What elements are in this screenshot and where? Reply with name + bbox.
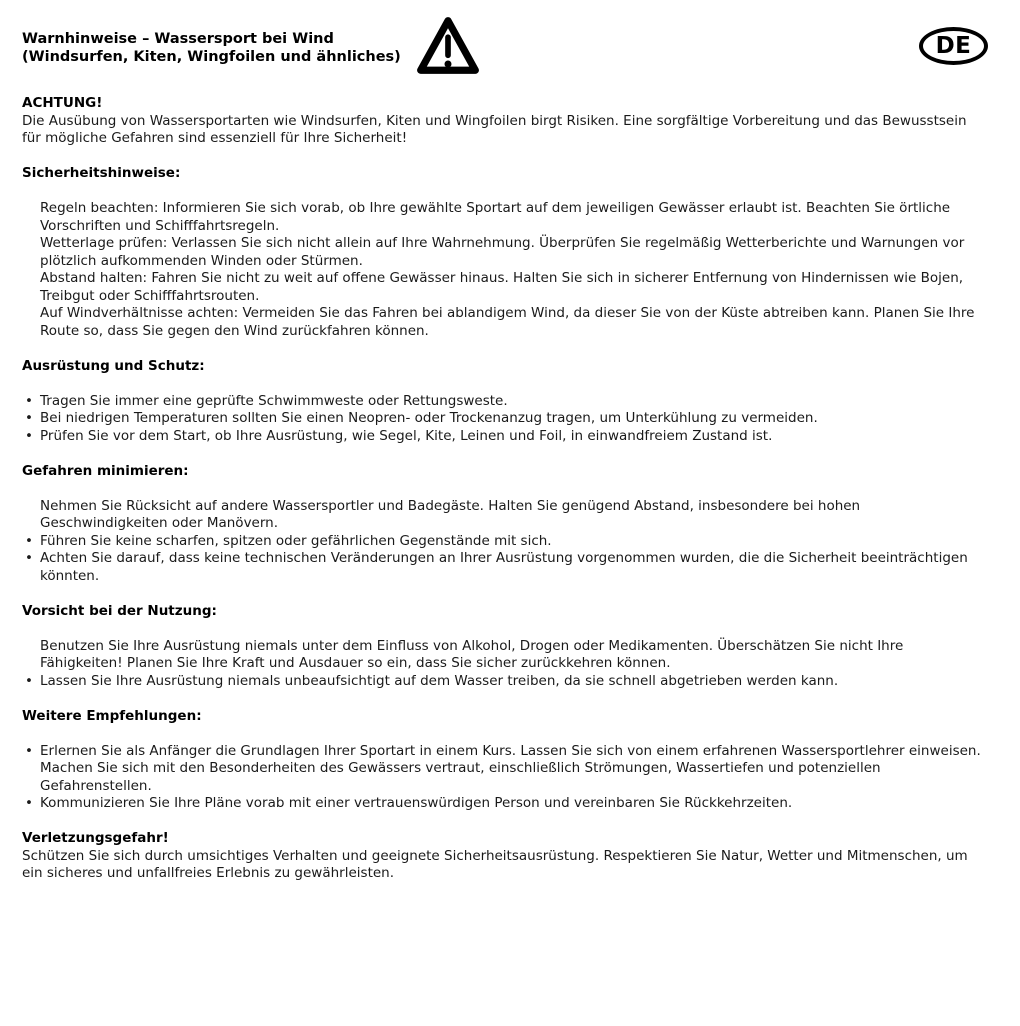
list-item-text: Lassen Sie Ihre Ausrüstung niemals unbeaufsichtigt auf dem Wasser treiben, da sie schnell abgetrieben werden kann. — [40, 672, 839, 689]
paragraph: Nehmen Sie Rücksicht auf andere Wassersportler und Badegäste. Halten Sie genügend Abstand, insbesondere bei hohen Geschwindigkeiten oder Manövern. — [40, 497, 861, 531]
bullet-icon: • — [25, 795, 33, 811]
paragraph: Regeln beachten: Informieren Sie sich vorab, ob Ihre gewählte Sportart auf dem jeweiligen Gewässer erlaubt ist. Beachten Sie örtliche Vorschriften und Schifffahrtsregeln. — [40, 200, 951, 234]
page-title-line2: (Windsurfen, Kiten, Wingfoilen und ähnliches) — [22, 49, 401, 65]
bullet-icon: • — [25, 392, 33, 409]
list-item — [22, 428, 988, 446]
page-title — [22, 30, 401, 66]
list-item-text: Führen Sie keine scharfen, spitzen oder gefährlichen Gegenstände mit sich. — [40, 532, 552, 549]
section-gefahren-minimieren — [22, 463, 988, 586]
page-title-line1: Warnhinweise – Wassersport bei Wind — [22, 31, 334, 47]
bullet-icon: • — [25, 410, 33, 426]
section-verletzungsgefahr — [22, 830, 988, 883]
section-heading: Verletzungsgefahr! — [22, 830, 169, 846]
bullet-icon: • — [25, 532, 33, 549]
list-item-text: Achten Sie darauf, dass keine technischen Veränderungen an Ihrer Ausrüstung vorgenommen wurden, die die Sicherheit beeinträchtigen könnten. — [40, 550, 968, 584]
paragraph: Machen Sie sich mit den Besonderheiten des Gewässers vertraut, einschließlich Strömungen, Wassertiefen und potenziellen Gefahrenstellen. — [40, 760, 881, 794]
list-item — [22, 393, 988, 411]
list-item — [22, 533, 988, 551]
list-item-text: Prüfen Sie vor dem Start, ob Ihre Ausrüstung, wie Segel, Kite, Leinen und Foil, in einwandfreiem Zustand ist. — [40, 427, 773, 444]
section-ausruestung-und-schutz — [22, 358, 988, 446]
list-item — [22, 673, 988, 691]
paragraph: Benutzen Sie Ihre Ausrüstung niemals unter dem Einfluss von Alkohol, Drogen oder Medikamenten. Überschätzen Sie nicht Ihre Fähigkeiten! Planen Sie Ihre Kraft und Ausdauer so ein, dass Sie sicher zurückkehren können. — [40, 637, 904, 671]
bullet-icon: • — [25, 427, 33, 444]
bullet-icon: • — [25, 672, 33, 689]
paragraph: Die Ausübung von Wassersportarten wie Windsurfen, Kiten und Wingfoilen birgt Risiken. Eine sorgfältige Vorbereitung und das Bewusstsein für mögliche Gefahren sind essenziell für Ihre Sicherheit! — [22, 112, 967, 146]
paragraph: Schützen Sie sich durch umsichtiges Verhalten und geeignete Sicherheitsausrüstung. Respektieren Sie Natur, Wetter und Mitmenschen, um ein sicheres und unfallfreies Erlebnis zu gewährleisten. — [22, 847, 968, 881]
section-heading: Weitere Empfehlungen: — [22, 707, 202, 724]
paragraph: Auf Windverhältnisse achten: Vermeiden Sie das Fahren bei ablandigem Wind, da dieser Sie von der Küste abtreiben kann. Planen Sie Ihre Route so, dass Sie gegen den Wind zurückfahren können. — [40, 305, 975, 339]
section-heading: ACHTUNG! — [22, 95, 103, 111]
section-heading: Sicherheitshinweise: — [22, 165, 181, 181]
language-badge: DE — [919, 27, 988, 65]
list-item — [22, 795, 988, 813]
section-achtung — [22, 95, 988, 148]
section-vorsicht-bei-der-nutzung — [22, 603, 988, 691]
section-heading: Vorsicht bei der Nutzung: — [22, 602, 217, 619]
paragraph: Abstand halten: Fahren Sie nicht zu weit auf offene Gewässer hinaus. Halten Sie sich in sicherer Entfernung von Hindernissen wie Bojen, Treibgut oder Schifffahrtsrouten. — [40, 270, 964, 304]
list-item — [22, 743, 988, 761]
paragraph: Wetterlage prüfen: Verlassen Sie sich nicht allein auf Ihre Wahrnehmung. Überprüfen Sie regelmäßig Wetterberichte und Warnungen vor plötzlich aufkommenden Winden oder Stürmen. — [40, 235, 965, 269]
document-header — [22, 14, 988, 82]
list-item — [22, 550, 988, 585]
section-heading: Gefahren minimieren: — [22, 462, 189, 479]
list-item — [22, 410, 988, 428]
document-content — [22, 95, 988, 883]
warning-triangle-icon — [415, 14, 481, 80]
list-item-text: Bei niedrigen Temperaturen sollten Sie einen Neopren- oder Trockenanzug tragen, um Unterkühlung zu vermeiden. — [40, 410, 818, 426]
list-item-text: Kommunizieren Sie Ihre Pläne vorab mit einer vertrauenswürdigen Person und vereinbaren Sie Rückkehrzeiten. — [40, 795, 793, 811]
bullet-icon: • — [25, 742, 33, 759]
section-heading: Ausrüstung und Schutz: — [22, 357, 205, 374]
list-item-text: Tragen Sie immer eine geprüfte Schwimmweste oder Rettungsweste. — [40, 392, 508, 409]
bullet-icon: • — [25, 550, 33, 566]
section-sicherheitshinweise — [22, 165, 988, 340]
list-item-text: Erlernen Sie als Anfänger die Grundlagen Ihrer Sportart in einem Kurs. Lassen Sie sich von einem erfahrenen Wassersportlehrer einweisen. — [40, 742, 981, 759]
section-weitere-empfehlungen — [22, 708, 988, 813]
